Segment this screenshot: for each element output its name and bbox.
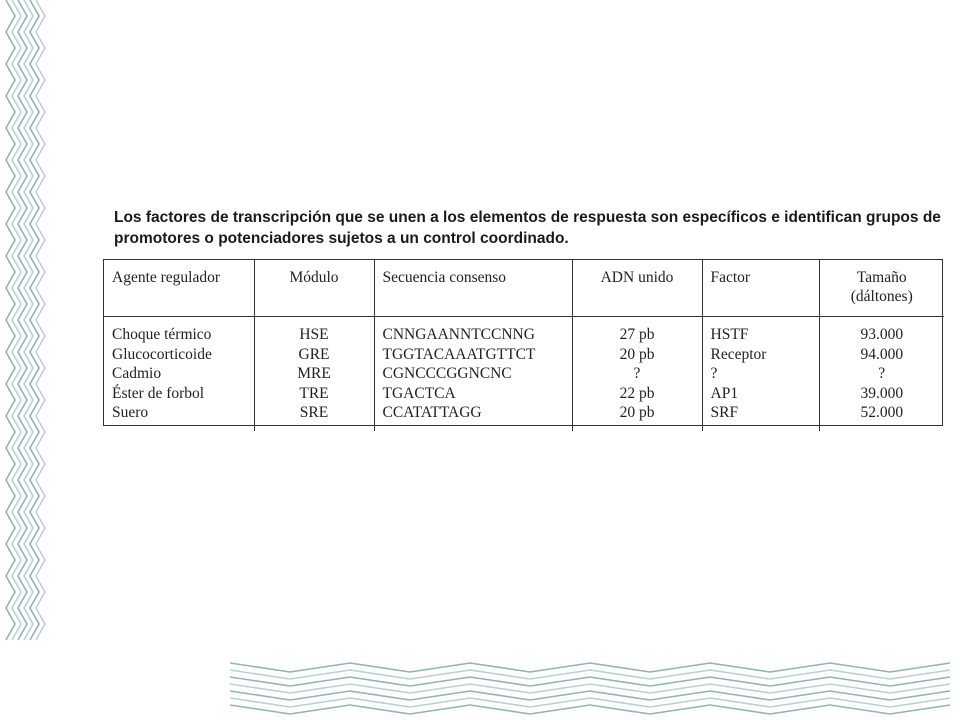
table-title: Los factores de transcripción que se unen a los elementos de respuesta son específicos e identifican grupos de promotores o potenciadores sujetos a un control coordinado. bbox=[114, 209, 941, 247]
cell-agente: Éster de forbol bbox=[112, 384, 205, 402]
cell-adn: 20 pb bbox=[619, 404, 655, 421]
cell-tamano: ? bbox=[878, 365, 886, 382]
cell-agente: Suero bbox=[112, 404, 149, 421]
cell-tamano: 52.000 bbox=[860, 404, 904, 421]
cell-tamano: 94.000 bbox=[860, 345, 904, 363]
cell-modulo: GRE bbox=[298, 345, 330, 363]
cell-tamano: 39.000 bbox=[860, 384, 904, 402]
cell-secuencia: CNNGAANNTCCNNG bbox=[382, 326, 535, 343]
zigzag-line bbox=[24, 0, 33, 640]
table-header-row bbox=[104, 260, 944, 317]
header-modulo: Módulo bbox=[254, 260, 374, 317]
table-body bbox=[104, 317, 944, 431]
data-table bbox=[103, 259, 943, 426]
cell-modulo: SRE bbox=[299, 404, 329, 421]
cell-modulo: HSE bbox=[299, 326, 329, 343]
cell-secuencia: TGACTCA bbox=[382, 384, 456, 402]
cell-tamano: 93.000 bbox=[860, 326, 904, 343]
header-tamano-label: Tamaño bbox=[856, 269, 907, 286]
zigzag-border-left bbox=[0, 0, 60, 650]
cell-agente: Cadmio bbox=[112, 365, 162, 382]
zigzag-line bbox=[18, 0, 27, 640]
column-agente-regulador bbox=[104, 317, 254, 431]
cell-factor: ? bbox=[710, 365, 718, 382]
cell-factor: SRF bbox=[710, 404, 739, 421]
column-secuencia-consenso bbox=[374, 317, 572, 431]
cell-modulo: TRE bbox=[299, 384, 329, 402]
header-agente-regulador: Agente regulador bbox=[104, 260, 254, 317]
zigzag-line bbox=[30, 0, 39, 640]
cell-adn: ? bbox=[633, 365, 641, 382]
cell-factor: Receptor bbox=[710, 345, 767, 363]
cell-secuencia: CGNCCCGGNCNC bbox=[382, 365, 512, 382]
column-adn-unido bbox=[572, 317, 702, 431]
cell-secuencia: TGGTACAAATGTTCT bbox=[382, 345, 536, 363]
cell-factor: AP1 bbox=[710, 384, 739, 402]
column-tamano bbox=[819, 317, 944, 431]
zigzag-line bbox=[36, 0, 45, 640]
cell-factor: HSTF bbox=[710, 326, 749, 343]
zigzag-line bbox=[12, 0, 21, 640]
header-tamano bbox=[819, 260, 944, 317]
column-modulo bbox=[254, 317, 374, 431]
cell-adn: 20 pb bbox=[619, 345, 655, 363]
zigzag-border-bottom bbox=[230, 655, 960, 720]
header-secuencia-consenso: Secuencia consenso bbox=[374, 260, 572, 317]
header-adn-unido: ADN unido bbox=[572, 260, 702, 317]
header-factor: Factor bbox=[702, 260, 819, 317]
cell-adn: 22 pb bbox=[619, 384, 655, 402]
header-tamano-unit: (dáltones) bbox=[850, 288, 913, 305]
cell-modulo: MRE bbox=[297, 365, 331, 382]
zigzag-line bbox=[230, 705, 950, 714]
cell-secuencia: CCATATTAGG bbox=[382, 404, 482, 421]
cell-agente: Glucocorticoide bbox=[112, 345, 212, 363]
column-factor bbox=[702, 317, 819, 431]
zigzag-line bbox=[6, 0, 15, 640]
cell-agente: Choque térmico bbox=[112, 326, 212, 343]
cell-adn: 27 pb bbox=[619, 326, 655, 343]
